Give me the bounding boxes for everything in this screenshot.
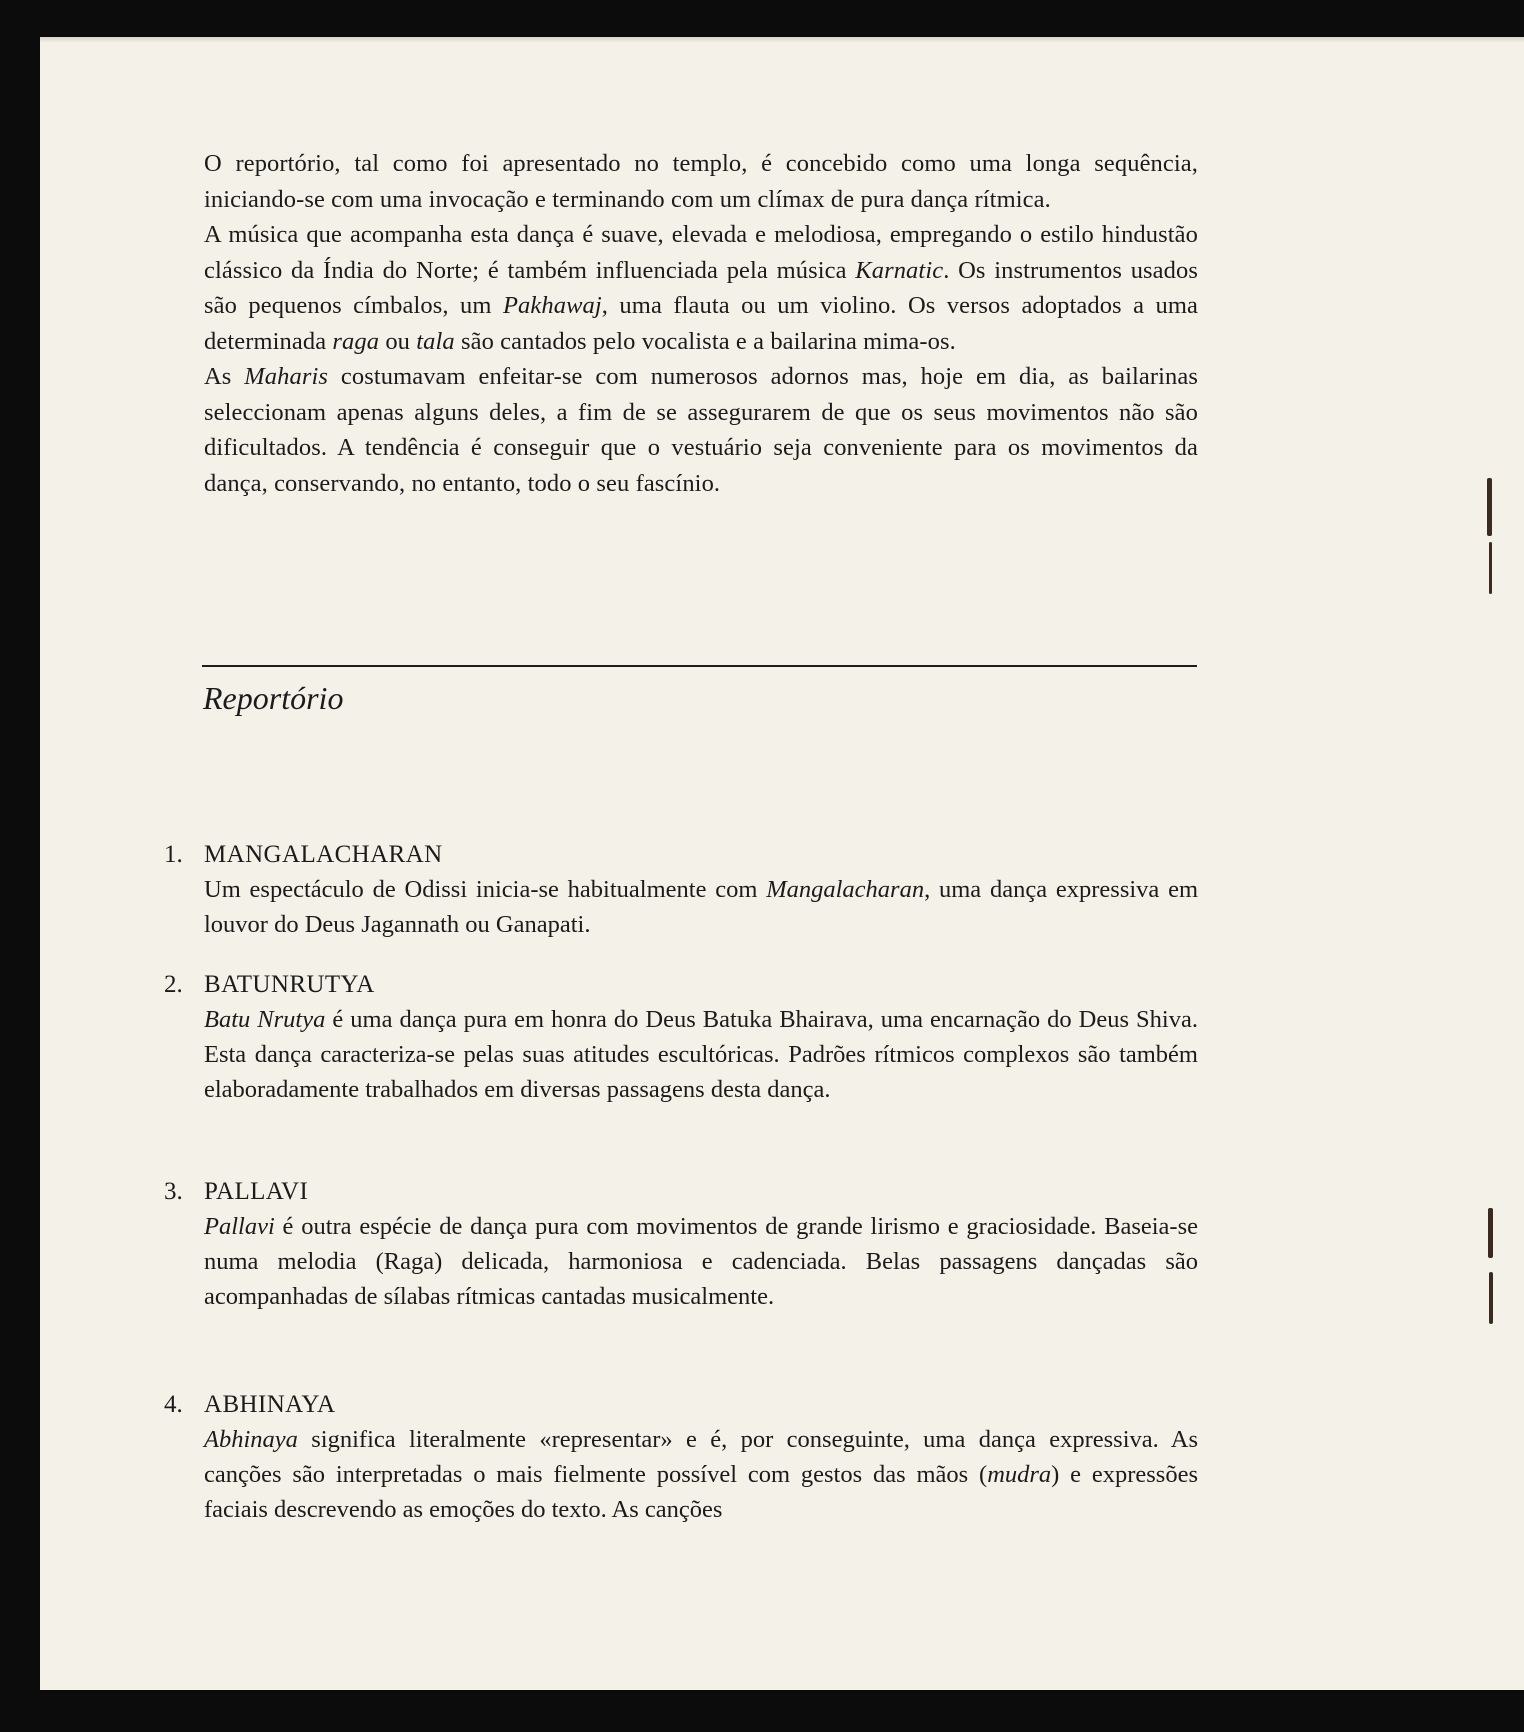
item-text-b: significa literalmente «representar» e é, por conseguinte, uma dança expressiva. As canções são interpretadas o mais fielmente possível com gestos das mãos ( bbox=[204, 1426, 1198, 1488]
item-description bbox=[204, 1209, 1198, 1314]
item-title: BATUNRUTYA bbox=[204, 971, 375, 998]
item-term: Abhinaya bbox=[204, 1426, 298, 1453]
term-pakhawaj: Pakhawaj bbox=[502, 292, 602, 319]
item-text-c: ) e expressões faciais descrevendo as emoções do texto. As canções bbox=[204, 1461, 1199, 1523]
item-heading bbox=[164, 1175, 1198, 1209]
item-term: Batu Nrutya bbox=[204, 1006, 326, 1033]
item-heading bbox=[164, 1388, 1198, 1422]
item-description bbox=[204, 1422, 1198, 1527]
item-title: PALLAVI bbox=[204, 1178, 309, 1205]
intro-paragraph-1 bbox=[204, 146, 1198, 217]
binder-mark bbox=[1489, 1272, 1493, 1324]
page-top-edge bbox=[40, 37, 1524, 43]
item-heading bbox=[164, 968, 1198, 1002]
term-raga: raga bbox=[332, 327, 380, 355]
intro-p2-text-d: ou bbox=[379, 327, 417, 355]
intro-paragraph-2 bbox=[204, 217, 1198, 359]
item-heading bbox=[164, 838, 1198, 872]
item-description bbox=[204, 872, 1198, 942]
intro-p3-text-a: As bbox=[204, 363, 245, 390]
item-text-b: é outra espécie de dança pura com movimentos de grande lirismo e graciosidade. Baseia-se numa melodia (Raga) delicada, harmoniosa e cadenciada. Belas passagens dançadas são acompanhadas de sílabas rítmicas cantadas musicalmente. bbox=[204, 1213, 1198, 1310]
binder-mark bbox=[1488, 1208, 1493, 1258]
binder-mark bbox=[1487, 478, 1492, 536]
item-description bbox=[204, 1002, 1198, 1107]
item-title: MANGALACHARAN bbox=[204, 841, 443, 868]
section-title: Reportório bbox=[203, 680, 344, 716]
item-number: 1. bbox=[164, 841, 183, 868]
intro-p1-text: O reportório, tal como foi apresentado no templo, é concebido como uma longa sequência, iniciando-se com uma invocação e terminando com um clímax de pura dança rítmica. bbox=[204, 150, 1198, 213]
item-term: Pallavi bbox=[204, 1213, 275, 1240]
intro-p2-text-a: A música que acompanha esta dança é suave, elevada e melodiosa, empregando o estilo hindustão clássico da Índia do Norte; é também influenciada pela música bbox=[204, 221, 1198, 284]
item-number: 3. bbox=[164, 1178, 183, 1205]
intro-p3-text-b: costumavam enfeitar-se com numerosos adornos mas, hoje em dia, as bailarinas seleccionam apenas alguns deles, a fim de se assegurarem de que os seus movimentos não são dificultados. A tendência é conseguir que o vestuário seja conveniente para os movimentos da dança, conservando, no entanto, todo o seu fascínio. bbox=[204, 363, 1198, 497]
list-item bbox=[164, 968, 1198, 1107]
section-divider bbox=[202, 665, 1197, 667]
item-number: 4. bbox=[164, 1391, 183, 1418]
term-tala: tala bbox=[416, 327, 455, 355]
intro-text bbox=[204, 146, 1198, 501]
intro-paragraph-3 bbox=[204, 359, 1198, 501]
item-text-a: Um espectáculo de Odissi inicia-se habitualmente com bbox=[204, 876, 767, 903]
item-title: ABHINAYA bbox=[204, 1391, 336, 1418]
item-term: Mangalacharan bbox=[766, 876, 925, 903]
list-item bbox=[164, 838, 1198, 942]
list-item bbox=[164, 1175, 1198, 1314]
term-maharis: Maharis bbox=[244, 363, 329, 390]
intro-p2-text-e: são cantados pelo vocalista e a bailarina mima-os. bbox=[454, 327, 956, 355]
term-karnatic: Karnatic bbox=[855, 256, 944, 284]
item-number: 2. bbox=[164, 971, 183, 998]
list-item bbox=[164, 1388, 1198, 1527]
item-term-2: mudra bbox=[987, 1461, 1052, 1488]
binder-mark bbox=[1489, 542, 1492, 594]
item-text-b: , uma dança expressiva em louvor do Deus Jagannath ou Ganapati. bbox=[204, 876, 1198, 938]
item-text-b: é uma dança pura em honra do Deus Batuka Bhairava, uma encarnação do Deus Shiva. Esta dança caracteriza-se pelas suas atitudes escultóricas. Padrões rítmicos complexos são também elaboradamente trabalhados em diversas passagens desta dança. bbox=[204, 1006, 1198, 1103]
intro-p2-text-c: , uma flauta ou um violino. Os versos adoptados a uma determinada bbox=[204, 292, 1198, 355]
intro-p2-text-b: . Os instrumentos usados são pequenos címbalos, um bbox=[204, 256, 1198, 319]
